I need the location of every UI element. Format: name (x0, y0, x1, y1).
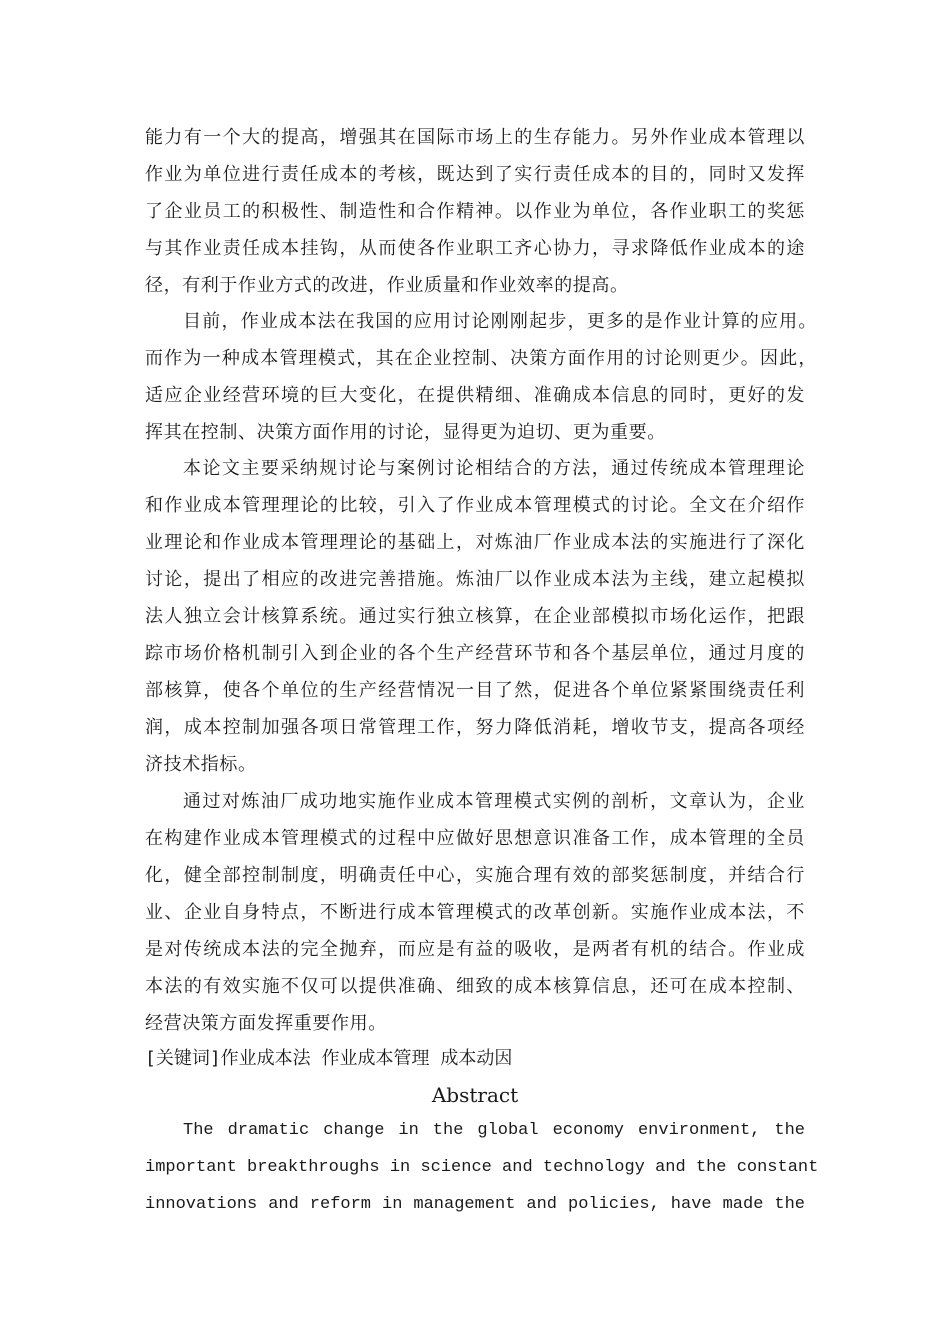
paragraph-1-line-5: 径，有利于作业方式的改进，作业质量和作业效率的提高。 (145, 275, 629, 296)
abstract-heading: Abstract (431, 1083, 519, 1107)
paragraph-4-line-2: 在构建作业成本管理模式的过程中应做好思想意识准备工作，成本管理的全员 (145, 828, 805, 849)
paragraph-4-line-4: 业、企业自身特点，不断进行成本管理模式的改革创新。实施作业成本法，不 (145, 902, 805, 923)
abstract-line-2: important breakthroughs in science and technology and the constant (145, 1158, 819, 1177)
paragraph-4-line-7: 经营决策方面发挥重要作用。 (145, 1013, 387, 1034)
paragraph-3-line-4: 讨论，提出了相应的改进完善措施。炼油厂以作业成本法为主线，建立起模拟 (145, 569, 805, 590)
paragraph-2-line-4: 挥其在控制、决策方面作用的讨论，显得更为迫切、更为重要。 (145, 422, 666, 443)
abstract-line-1: The dramatic change in the global economy environment, the (183, 1121, 805, 1140)
paragraph-2-line-1: 目前，作业成本法在我国的应用讨论刚刚起步，更多的是作业计算的应用。 (183, 311, 817, 332)
paragraph-3-line-3: 业理论和作业成本管理理论的基础上，对炼油厂作业成本法的实施进行了深化 (145, 532, 805, 553)
paragraph-4-line-6: 本法的有效实施不仅可以提供准确、细致的成本核算信息，还可在成本控制、 (145, 976, 805, 997)
paragraph-3-line-1: 本论文主要采纳规讨论与案例讨论相结合的方法，通过传统成本管理理论 (183, 458, 805, 479)
paragraph-3-line-2: 和作业成本管理理论的比较，引入了作业成本管理模式的讨论。全文在介绍作 (145, 495, 805, 516)
paragraph-1-line-1: 能力有一个大的提高，增强其在国际市场上的生存能力。另外作业成本管理以 (145, 127, 805, 148)
paragraph-3-line-9: 济技术指标。 (145, 754, 257, 775)
paragraph-1-line-3: 了企业员工的积极性、制造性和合作精神。以作业为单位，各作业职工的奖惩 (145, 201, 805, 222)
paragraph-3-line-7: 部核算，使各个单位的生产经营情况一目了然，促进各个单位紧紧围绕责任利 (145, 680, 805, 701)
paragraph-4-line-1: 通过对炼油厂成功地实施作业成本管理模式实例的剖析，文章认为，企业 (183, 791, 805, 812)
keywords-line: [关键词]作业成本法 作业成本管理 成本动因 (145, 1048, 513, 1069)
paragraph-3-line-8: 润，成本控制加强各项日常管理工作，努力降低消耗，增收节支，提高各项经 (145, 717, 805, 738)
paragraph-2-line-3: 适应企业经营环境的巨大变化，在提供精细、准确成本信息的同时，更好的发 (145, 385, 805, 406)
paragraph-4-line-3: 化，健全部控制制度，明确责任中心，实施合理有效的部奖惩制度，并结合行 (145, 865, 805, 886)
paragraph-1-line-2: 作业为单位进行责任成本的考核，既达到了实行责任成本的目的，同时又发挥 (145, 164, 805, 185)
paragraph-3-line-5: 法人独立会计核算系统。通过实行独立核算，在企业部模拟市场化运作，把跟 (145, 606, 805, 627)
paragraph-4-line-5: 是对传统成本法的完全抛弃，而应是有益的吸收，是两者有机的结合。作业成 (145, 939, 805, 960)
paragraph-3-line-6: 踪市场价格机制引入到企业的各个生产经营环节和各个基层单位，通过月度的 (145, 643, 805, 664)
paragraph-2-line-2: 而作为一种成本管理模式，其在企业控制、决策方面作用的讨论则更少。因此， (145, 348, 817, 369)
abstract-line-3: innovations and reform in management and policies, have made the (145, 1195, 805, 1214)
paragraph-1-line-4: 与其作业责任成本挂钩，从而使各作业职工齐心协力，寻求降低作业成本的途 (145, 238, 805, 259)
